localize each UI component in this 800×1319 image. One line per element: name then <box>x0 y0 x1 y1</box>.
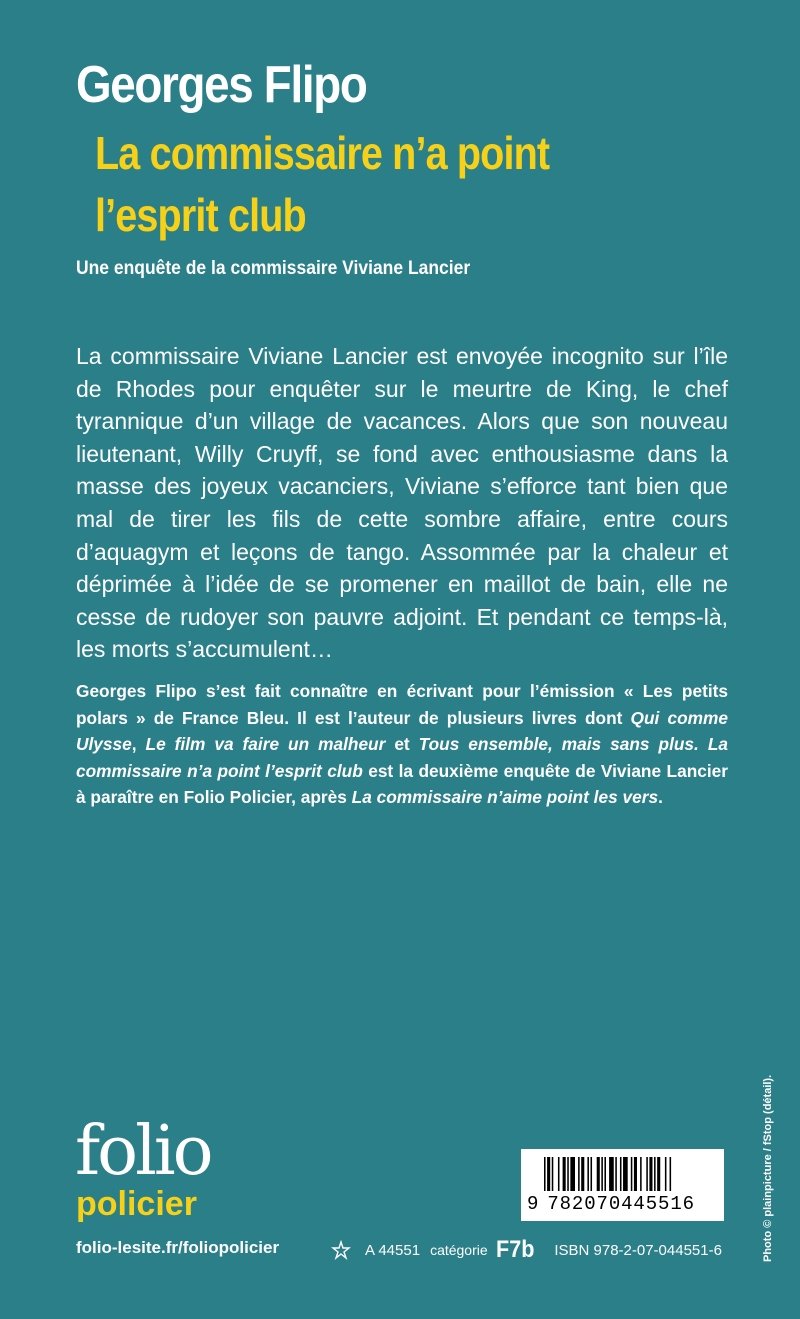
author-name: Georges Flipo <box>76 56 367 114</box>
barcode-bars <box>544 1157 716 1191</box>
book-title-line-1: La commissaire n’a point <box>95 127 550 179</box>
category-value: F7b <box>495 1236 535 1263</box>
bio-text: Georges Flipo s’est fait connaître en écrivant pour l’émission « Les petits polars » de France Bleu. Il est l’auteur de plusieurs livres dont <box>76 681 728 728</box>
footer-row <box>331 1238 722 1262</box>
barcode-digits <box>527 1193 695 1215</box>
bio-text: et <box>385 734 419 755</box>
barcode-first-digit: 9 <box>527 1193 540 1215</box>
bio-text: , <box>131 734 146 755</box>
book-title <box>95 122 549 246</box>
author-bio <box>76 678 728 811</box>
barcode-group-2: 445516 <box>621 1193 695 1215</box>
policier-logo: policier <box>76 1185 197 1223</box>
barcode-group-1: 782070 <box>547 1193 622 1215</box>
barcode <box>521 1149 724 1221</box>
summary-paragraph: La commissaire Viviane Lancier est envoyée incognito sur l’île de Rhodes pour enquêter sur le meurtre de King, le chef tyrannique d’un village de vacances. Alors que son nouveau lieutenant, Willy Cruyff, se fond avec enthousiasme dans la masse des joyeux vacanciers, Viviane s’efforce tant bien que mal de tirer les fils de cette sombre affaire, entre cours d’aquagym et leçons de tango. Assommée par la chaleur et déprimée à l’idée de se promener en maillot de bain, elle ne cesse de rudoyer son pauvre adjoint. Et pendant ce temps-là, les morts s’accumulent… <box>76 343 728 663</box>
folio-logo: folio <box>75 1112 211 1191</box>
category-label: catégorie <box>430 1242 488 1258</box>
website-link[interactable]: folio-lesite.fr/foliopolicier <box>76 1238 280 1257</box>
isbn: ISBN 978-2-07-044551-6 <box>554 1241 722 1259</box>
bio-text: . <box>658 787 663 808</box>
bio-text: est la deuxième enquête de Viviane Lancier à paraître en Folio Policier, après <box>76 760 728 808</box>
bio-book-title: Le film va faire un malheur <box>145 734 386 755</box>
bio-book-title: Tous ensemble, mais sans plus. <box>418 734 699 755</box>
bio-book-title: La commissaire n’aime point les vers <box>351 787 659 808</box>
bio-text <box>699 734 708 754</box>
gallimard-star-icon <box>331 1240 351 1260</box>
bio-book-title: La commissaire n’a point l’esprit club <box>76 734 728 781</box>
bio-book-title: Qui comme Ulysse <box>76 707 728 755</box>
book-title-line-2: l’esprit club <box>95 189 306 241</box>
photo-credit: Photo © plainpicture / fStop (détail). <box>762 1074 774 1262</box>
product-code: A 44551 <box>365 1241 421 1259</box>
book-subtitle: Une enquête de la commissaire Viviane Lancier <box>76 258 471 279</box>
